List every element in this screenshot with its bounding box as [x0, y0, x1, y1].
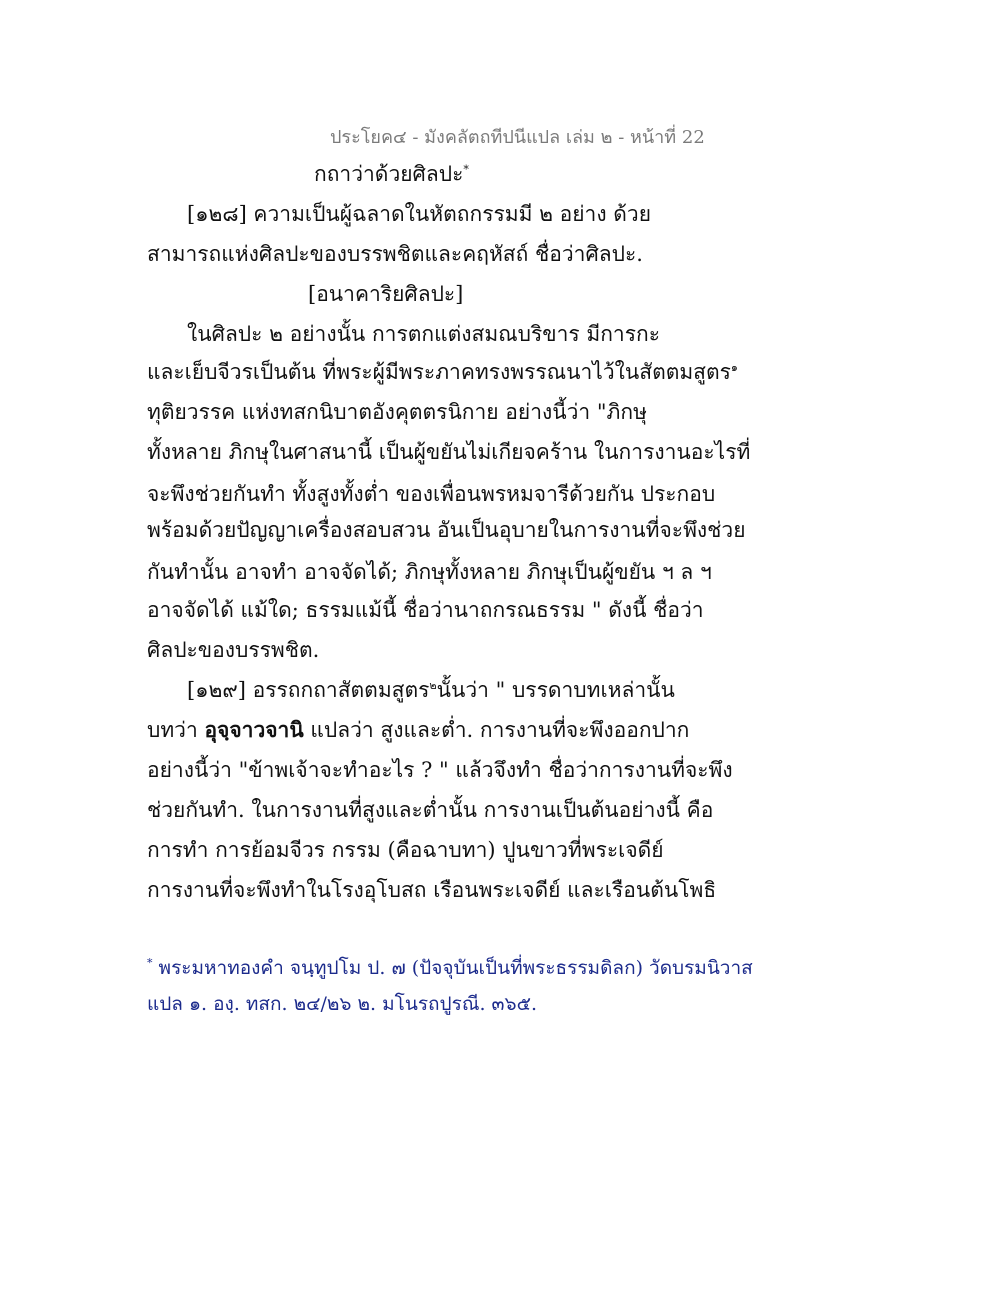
bold-term: อุจฺจาวจานิ	[204, 717, 304, 742]
paragraph-line: ศิลปะของบรรพชิต.	[147, 638, 320, 662]
paragraph-128-line: สามารถแห่งศิลปะของบรรพชิตและคฤหัสถ์ ชื่อว่าศิลปะ.	[147, 242, 643, 266]
footnote-ref-mark: ๒	[429, 679, 437, 692]
paragraph-line: อย่างนี้ว่า "ข้าพเจ้าจะทำอะไร ? " แล้วจึงทำ ชื่อว่าการงานที่จะพึง	[147, 758, 733, 782]
paragraph-line-text: บทว่า	[147, 718, 205, 742]
footnote-ref-mark: *	[463, 163, 469, 176]
footnote-mark: *	[147, 956, 153, 970]
page-header: ประโยค๔ - มังคลัตถทีปนีแปล เล่ม ๒ - หน้าที่ 22	[330, 127, 705, 148]
section-title	[314, 160, 469, 188]
paragraph-line: พร้อมด้วยปัญญาเครื่องสอบสวน อันเป็นอุบายในการงานที่จะพึงช่วย	[147, 518, 746, 542]
paragraph-line: ทุติยวรรค แห่งทสกนิบาตอังคุตตรนิกาย อย่างนี้ว่า "ภิกษุ	[147, 400, 647, 424]
paragraph-line: ทั้งหลาย ภิกษุในศาสนานี้ เป็นผู้ขยันไม่เกียจคร้าน ในการงานอะไรที่	[147, 440, 751, 464]
paragraph-line: การงานที่จะพึงทำในโรงอุโบสถ เรือนพระเจดีย์ และเรือนต้นโพธิ	[147, 878, 717, 902]
section-title-text: กถาว่าด้วยศิลปะ	[314, 162, 464, 186]
footnote-ref-mark: ๑	[730, 361, 738, 374]
paragraph-129-text: นั้นว่า " บรรดาบทเหล่านั้น	[436, 678, 675, 702]
paragraph-129-text: [๑๒๙] อรรถกถาสัตตมสูตร	[187, 678, 430, 702]
footnote-line	[147, 954, 753, 982]
paragraph-line: ช่วยกันทำ. ในการงานที่สูงและต่ำนั้น การงานเป็นต้นอย่างนี้ คือ	[147, 798, 714, 822]
paragraph-line: อาจจัดได้ แม้ใด; ธรรมแม้นี้ ชื่อว่านาถกรณธรรม " ดังนี้ ชื่อว่า	[147, 598, 704, 622]
paragraph-129-line	[187, 676, 675, 704]
footnote-text: พระมหาทองคำ จนฺทูปโม ป. ๗ (ปัจจุบันเป็นที่พระธรรมดิลก) วัดบรมนิวาส	[152, 957, 753, 979]
paragraph-line	[147, 716, 689, 744]
paragraph-line-text: แปลว่า สูงและต่ำ. การงานที่จะพึงออกปาก	[303, 718, 690, 742]
footnote-line: แปล ๑. องฺ. ทสก. ๒๔/๒๖ ๒. มโนรถปูรณี. ๓๖๕.	[147, 993, 538, 1015]
paragraph-line: การทำ การย้อมจีวร กรรม (คือฉาบทา) ปูนขาวที่พระเจดีย์	[147, 838, 664, 862]
paragraph-line: กันทำนั้น อาจทำ อาจจัดได้; ภิกษุทั้งหลาย ภิกษุเป็นผู้ขยัน ฯ ล ฯ	[147, 560, 712, 584]
paragraph-128-line: [๑๒๘] ความเป็นผู้ฉลาดในหัตถกรรมมี ๒ อย่าง ด้วย	[187, 202, 652, 226]
paragraph-line	[147, 358, 738, 386]
paragraph-line-text: และเย็บจีวรเป็นต้น ที่พระผู้มีพระภาคทรงพรรณนาไว้ในสัตตมสูตร	[147, 360, 731, 384]
paragraph-line: จะพึงช่วยกันทำ ทั้งสูงทั้งต่ำ ของเพื่อนพรหมจารีด้วยกัน ประกอบ	[147, 482, 716, 506]
subheading: [อนาคาริยศิลปะ]	[308, 282, 464, 306]
paragraph-line: ในศิลปะ ๒ อย่างนั้น การตกแต่งสมณบริขาร มีการกะ	[187, 322, 661, 346]
